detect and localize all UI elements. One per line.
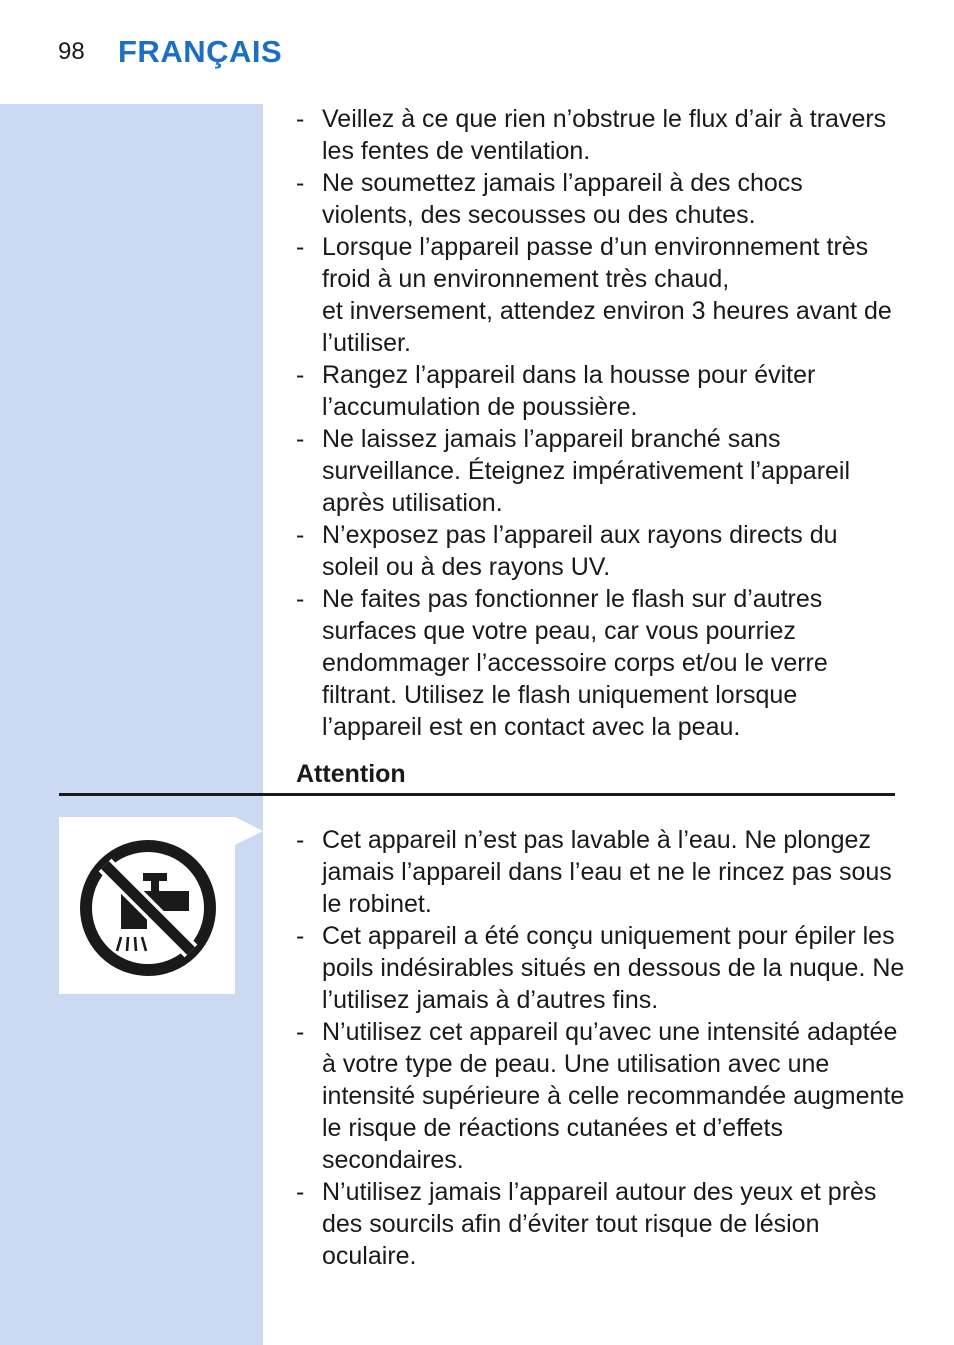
list-item: - Cet appareil a été conçu uniquement pour épiler les poils indésirables situés en dessous de la nuque. Ne l’utilisez jamais à d’autres fins. [296,920,906,1016]
sidebar-band [0,104,263,1345]
list-item: - Rangez l’appareil dans la housse pour éviter l’accumulation de poussière. [296,359,896,423]
page-header [0,0,954,104]
list-item: - Lorsque l’appareil passe d’un environnement très froid à un environnement très chaud, et inversement, attendez environ 3 heures avant de l’utiliser. [296,231,896,359]
no-water-tap-icon [77,837,219,979]
section-divider [59,793,895,796]
list-item: - N’exposez pas l’appareil aux rayons directs du soleil ou à des rayons UV. [296,519,896,583]
list-item: - N’utilisez jamais l’appareil autour des yeux et près des sourcils afin d’éviter tout risque de lésion oculaire. [296,1176,906,1272]
safety-list [296,103,896,743]
list-item: - Cet appareil n’est pas lavable à l’eau. Ne plongez jamais l’appareil dans l’eau et ne le rincez pas sous le robinet. [296,824,906,920]
list-item: - Ne laissez jamais l’appareil branché sans surveillance. Éteignez impérativement l’appareil après utilisation. [296,423,896,519]
section-title: FRANÇAIS [118,34,283,69]
list-item: - Ne faites pas fonctionner le flash sur d’autres surfaces que votre peau, car vous pourriez endommager l’accessoire corps et/ou le verre filtrant. Utilisez le flash uniquement lorsque l’appareil est en contact avec la peau. [296,583,896,743]
attention-heading: Attention [296,760,406,788]
warning-icon-box [59,817,235,994]
attention-list [296,824,906,1272]
page-number: 98 [58,38,85,65]
icon-pointer [235,817,263,845]
list-item: - Ne soumettez jamais l’appareil à des chocs violents, des secousses ou des chutes. [296,167,896,231]
list-item: - Veillez à ce que rien n’obstrue le flux d’air à travers les fentes de ventilation. [296,103,896,167]
list-item: - N’utilisez cet appareil qu’avec une intensité adaptée à votre type de peau. Une utilisation avec une intensité supérieure à celle recommandée augmente le risque de réactions cutanées et d’effets secondaires. [296,1016,906,1176]
